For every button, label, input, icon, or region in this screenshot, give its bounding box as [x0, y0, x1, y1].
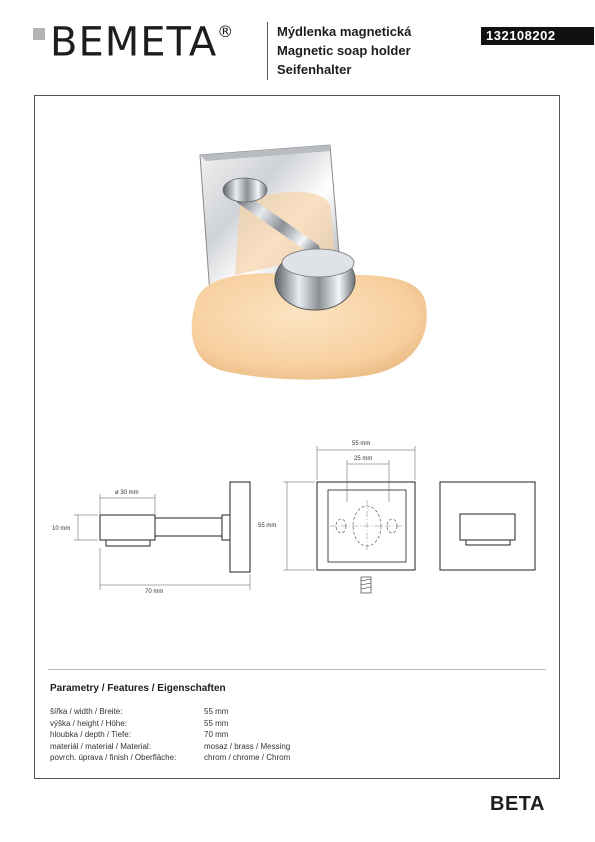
parameter-row [50, 741, 290, 753]
product-photo [180, 135, 440, 395]
parameter-value: 55 mm [204, 718, 229, 728]
series-name: BETA [490, 793, 545, 815]
parameter-label: hloubka / depth / Tiefe: [50, 730, 131, 739]
dim-diameter-label: ø 30 mm [115, 490, 139, 496]
parameter-row [50, 752, 290, 764]
technical-drawings [40, 430, 555, 630]
title-german: Seifenhalter [277, 62, 352, 77]
side-view-dimensions [74, 494, 250, 590]
dim-depth-label: 70 mm [145, 589, 164, 595]
product-code-badge: 132108202 [481, 27, 594, 45]
parameter-value: chrom / chrome / Chrom [204, 753, 291, 762]
parameter-label: materiál / material / Material: [50, 741, 151, 751]
title-czech: Mýdlenka magnetická [277, 24, 412, 39]
parameters-heading: Parametry / Features / Eigenschaften [50, 683, 226, 694]
dim-height-label: 55 mm [258, 523, 277, 529]
dim-width-total-label: 55 mm [352, 441, 371, 447]
parameter-value: mosaz / brass / Messing [204, 741, 291, 751]
brand-logo: BEMETA® [50, 19, 235, 66]
rear-view-drawing [440, 482, 535, 570]
front-view-drawing [317, 482, 415, 593]
dim-disc-height-label: 10 mm [52, 526, 71, 532]
header-divider [267, 22, 268, 80]
parameters-table [50, 706, 290, 764]
front-view-dimensions [283, 446, 415, 570]
parameter-row [50, 729, 290, 741]
product-titles [277, 22, 411, 79]
title-english: Magnetic soap holder [277, 43, 411, 58]
parameter-row [50, 718, 290, 730]
parameter-label: výška / height / Höhe: [50, 718, 127, 728]
section-divider [48, 669, 546, 670]
parameter-label: šířka / width / Breite: [50, 707, 123, 716]
logo-mark [33, 28, 45, 40]
parameter-label: povrch. úprava / finish / Oberfläche: [50, 753, 177, 762]
parameter-value: 55 mm [204, 707, 229, 716]
parameter-row [50, 706, 290, 718]
parameter-value: 70 mm [204, 730, 229, 739]
dim-width-inner-label: 25 mm [354, 456, 373, 462]
